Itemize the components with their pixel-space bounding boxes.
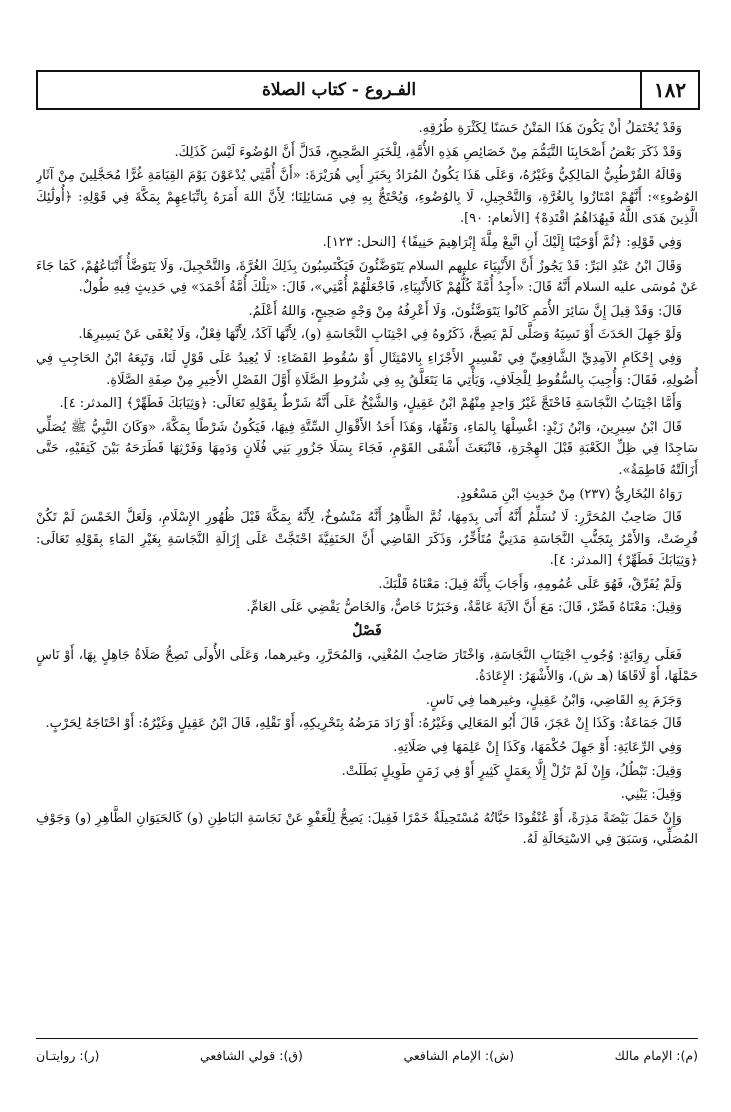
abbrev-shafii: (ش): الإمام الشافعي bbox=[403, 1047, 515, 1063]
paragraph: وَلَوْ جَهِلَ الحَدَثَ أَوْ نَسِيَهُ وَصَلَّى لَمْ يَصِحَّ، ذَكَرُوهُ فِي اجْتِنَابِ النَّجَاسَةِ (و)، لِأَنَّهَا آكَدُ، لِأَنَّهَا فِعْلٌ، وَلَا يُعْفَى عَنْ يَسِيرِهَا. bbox=[78, 327, 682, 343]
paragraph: وَفِي الرِّعَايَةِ: أَوْ جَهِلَ حُكْمَهَا، وَكَذَا إِنْ عَلِمَهَا فِي صَلَاتِهِ. bbox=[393, 740, 682, 756]
paragraph: قَالَ صَاحِبُ المُحَرَّرِ: لَا نُسَلِّمُ أَنَّهُ أَتَى بِدَمِهَا، ثُمَّ الظَّاهِرُ أَنَّهُ مَنْسُوخٌ، لِأَنَّهُ بِمَكَّةَ قَبْلَ ظُهُورِ الإِسْلَامِ، وَلَعَلَّ الخَمْسَ لَمْ تَكُنْ فُرِضَتْ، وَالأَمْرُ بِتَجَنُّبِ النَّجَاسَةِ مَدَنِيٌّ مُتَأَخِّرٌ، وَذَكَرَ القَاضِي أَنَّ الحَنَفِيَّةَ احْتَجَّتْ عَلَى إِزَالَةِ النَّجَاسَةِ بِغَيْرِ المَاءِ بِقَوْلِهِ تَعَالَى: ﴿وَثِيَابَكَ فَطَهِّرْ﴾ [المدثر: ٤]. bbox=[36, 510, 698, 569]
page-header bbox=[36, 70, 700, 110]
paragraph: وَقَدْ ذَكَرَ بَعْضُ أَصْحَابِنَا التَّيَمُّمَ مِنْ خَصَائِصِ هَذِهِ الأُمَّةِ، لِلْخَبَرِ الصَّحِيحِ، فَدَلَّ أَنَّ الوُضُوءَ لَيْسَ كَذَلِكَ. bbox=[174, 144, 682, 160]
paragraph: وَفِي قَوْلِهِ: ﴿ثُمَّ أَوْحَيْنَا إِلَيْكَ أَنِ اتَّبِعْ مِلَّةَ إِبْرَاهِيمَ حَنِيفًا﴾ [النحل: ١٢٣]. bbox=[322, 234, 682, 250]
paragraph: وَأَمَّا اجْتِنَابُ النَّجَاسَةِ فَاحْتَجَّ غَيْرُ وَاحِدٍ مِنْهُمْ ابْنُ عَقِيلٍ، وَالشَّيْخُ عَلَى أَنَّهُ شَرْطٌ بِقَوْلِهِ تَعَالَى: ﴿وَثِيَابَكَ فَطَهِّرْ﴾ [المدثر: ٤]. bbox=[59, 396, 682, 412]
main-text bbox=[36, 118, 698, 1028]
paragraph: قَالَ: وَقَدْ قِيلَ إِنَّ سَائِرَ الأُمَمِ كَانُوا يَتَوَضَّئُونَ، وَلَا أَعْرِفُهُ مِنْ وَجْهٍ صَحِيحٍ، وَاللهُ أَعْلَمُ. bbox=[248, 303, 682, 319]
paragraph: وَقَالَهُ القُرْطُبِيُّ المَالِكِيُّ وَغَيْرُهُ، وَعَلَى هَذَا يَكُونُ المُرَادُ بِخَبَرِ أَبِي هُرَيْرَةَ: «أَنَّ أُمَّتِي يُدْعَوْنَ يَوْمَ القِيَامَةِ غُرًّا مُحَجَّلِينَ مِنْ آثَارِ الوُضُوءِ»: أَنَّهُمْ امْتَازُوا بِالغُرَّةِ، وَالتَّحْجِيلِ، لَا بِالوُضُوءِ، وَيُحْتَجُّ بِهِ فِي مَسَائِلِنَا؛ لِأَنَّ اللهَ أَمَرَهُ بِاتِّبَاعِهِمْ بِمَكَّةَ فِي قَوْلِهِ: ﴿أُولَٰئِكَ الَّذِينَ هَدَى اللَّهُ فَبِهُدَاهُمُ اقْتَدِهْ﴾ [الأنعام: ٩٠]. bbox=[36, 168, 698, 227]
page-number: ١٨٢ bbox=[653, 78, 687, 102]
paragraph: وَقَالَ ابْنُ عَبْدِ البَرِّ: قَدْ يَجُوزُ أَنَّ الأَنْبِيَاءَ عليهم السلام يَتَوَضَّئُونَ فَيَكْتَسِبُونَ بِذَلِكَ الغُرَّةَ، وَالتَّحْجِيلَ، وَلَا يَتَوَضَّأُ أَتْبَاعُهُمْ، كَمَا جَاءَ عَنْ مُوسَى عليه السلام أَنَّهُ قَالَ: «أَجِدُ أُمَّةً كُلُّهُمْ كَالأَنْبِيَاءِ، فَاجْعَلْهُمْ أُمَّتِي»، قَالَ: «تِلْكَ أُمَّةُ أَحْمَدَ» فِي حَدِيثٍ فِيهِ طُولٌ. bbox=[36, 258, 698, 296]
section-heading: فَصْلٌ bbox=[352, 623, 382, 640]
paragraph: وَقَدْ يُحْتَمَلُ أَنْ يَكُونَ هَذَا المَتْنُ حَسَنًا لِكَثْرَةِ طُرُقِهِ. bbox=[418, 121, 682, 136]
paragraph: قَالَ جَمَاعَةٌ: وَكَذَا إِنْ عَجَزَ، قَالَ أَبُو المَعَالِي وَغَيْرُهُ: أَوْ زَادَ مَرَضُهُ بِتَحْرِيكِهِ، أَوْ نَقْلِهِ، قَالَ ابْنُ عَقِيلٍ وَغَيْرُهُ: أَوْ احْتَاجَهُ لِحَرْبٍ. bbox=[45, 716, 682, 732]
abbrev-two-narrations: (ر): روايتـان bbox=[36, 1047, 100, 1063]
paragraph: فَعَلَى رِوَايَةٍ: وُجُوبِ اجْتِنَابِ النَّجَاسَةِ، وَاخْتَارَ صَاحِبُ المُغْنِي، وَالمُحَرَّرِ، وغيرهما، وَعَلَى الأُولَى تَصِحُّ صَلَاةُ جَاهِلٍ بِهَا، أَوْ نَاسٍ حَمْلَهَا، أَوْ لَاقَاهَا (هـ ش)، وَالأَشْهَرُ: الإِعَادَةُ. bbox=[36, 647, 698, 685]
paragraph: وَلَمْ يُفَرِّقْ، فَهُوَ عَلَى عُمُومِهِ، وَأَجَابَ بِأَنَّهُ قِيلَ: مَعْنَاهُ قَلْبَكَ. bbox=[378, 576, 682, 592]
paragraph: وَقِيلَ: مَعْنَاهُ قَصِّرْ، قَالَ: مَعَ أَنَّ الآيَةَ عَامَّةٌ، وَخَبَرُنَا خَاصٌّ، وَالخَاصُّ يَقْضِي عَلَى العَامِّ. bbox=[246, 600, 682, 616]
paragraph: قَالَ ابْنُ سِيرِينَ، وَابْنُ زَيْدٍ: اغْسِلْهَا بِالمَاءِ، وَنَقِّهَا، وَهَذَا أَحَدُ الأَقْوَالِ السِّتَّةِ فِيهَا، فَيَكُونُ شَرْطًا بِمَكَّةَ، «وَكَانَ النَّبِيُّ ﷺ يُصَلِّي سَاجِدًا فِي ظِلِّ الكَعْبَةِ قَبْلَ الهِجْرَةِ، فَانْبَعَثَ أَشْقَى القَوْمِ، فَجَاءَ بِسَلَا جَزُورِ بَنِي فُلَانٍ وَدَمِهَا وَفَرْثِهَا فَطَرَحَهُ بَيْنَ كَتِفَيْهِ، حَتَّى أَزَالَتْهُ فَاطِمَةُ». bbox=[36, 419, 698, 478]
paragraph: رَوَاهُ البُخَارِيُّ (٢٣٧) مِنْ حَدِيثِ ابْنِ مَسْعُودٍ. bbox=[456, 486, 682, 502]
footer-divider bbox=[36, 1038, 698, 1039]
paragraph: وَإِنْ حَمَلَ بَيْضَةً مَذِرَةً، أَوْ عُنْقُودًا حَبَّاتُهُ مُسْتَحِيلَةٌ خَمْرًا فَقِيلَ: يَصِحُّ لِلْعَفْوِ عَنْ نَجَاسَةِ البَاطِنِ (و) كَالحَيَوَانِ الطَّاهِرِ (و) وَجَوْفِ المُصَلِّي، وَسَبَقَ فِي الاسْتِحَالَةِ لَهُ. bbox=[36, 810, 698, 848]
paragraph: وَفِي إِحْكَامِ الآمِدِيِّ الشَّافِعِيِّ فِي تَفْسِيرِ الأَجْزَاءِ بِالامْتِثَالِ أَوْ سُقُوطِ القَضَاءِ: لَا يُعِيدُ عَلَى قَوْلٍ لَنَا، وَتَبِعَهُ ابْنُ الحَاجِبِ فِي أُصُولِهِ، فَقَالَ: وَأُجِيبَ بِالسُّقُوطِ لِلْخِلَافِ، وَيَأْتِي مَا يَتَعَلَّقُ بِهِ فِي شُرُوطِ الصَّلَاةِ أَوَّلَ الفَصْلِ الأَخِيرِ مِنْ صِفَةِ الصَّلَاةِ. bbox=[36, 350, 698, 388]
running-title: الفـروع - كتاب الصلاة bbox=[38, 72, 642, 108]
paragraph: وَجَزَمَ بِهِ القَاضِي، وَابْنُ عَقِيلٍ، وغيرهما فِي نَاسٍ. bbox=[425, 692, 682, 708]
abbrev-malik: (م): الإمام مالك bbox=[614, 1047, 698, 1063]
paragraph: وَقِيلَ: يَبْنِي. bbox=[620, 787, 682, 803]
abbreviations-footer bbox=[36, 1044, 698, 1066]
abbrev-shafii-two-views: (ق): قولي الشافعي bbox=[199, 1047, 303, 1063]
paragraph: وَقِيلَ: تَبْطُلُ، وَإِنْ لَمْ تَزُلْ إِلَّا بِعَمَلٍ كَثِيرٍ أَوْ فِي زَمَنٍ طَوِيلٍ بَطَلَتْ. bbox=[341, 763, 682, 779]
